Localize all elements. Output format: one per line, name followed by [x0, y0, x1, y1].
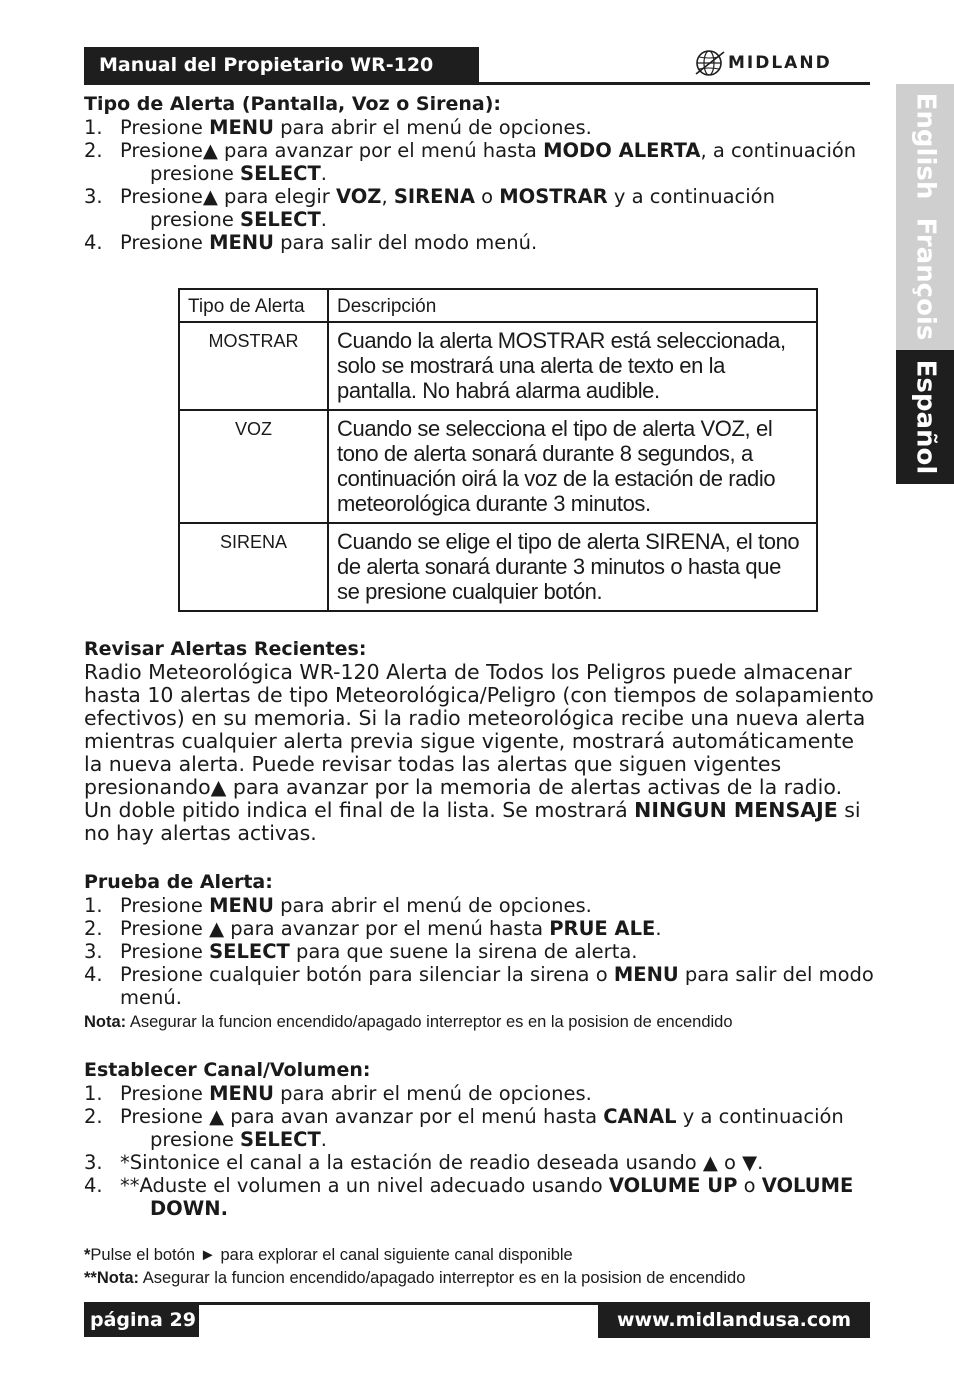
step-text: Presione ▲ para avan avanzar por el menú hasta	[120, 1105, 604, 1128]
key-name: MENU	[209, 116, 274, 139]
list-item	[84, 894, 874, 917]
note-label: Nota:	[84, 1013, 127, 1031]
step-text: o	[737, 1174, 762, 1197]
step-text: para que suene la sirena de alerta.	[289, 940, 638, 963]
footnote-text: Pulse el botón ► para explorar el canal siguiente canal disponible	[90, 1246, 573, 1264]
step-continuation	[120, 208, 874, 231]
step-text: para abrir el menú de opciones.	[273, 894, 592, 917]
channel-volume-steps	[84, 1082, 874, 1220]
step-text: y a continuación	[607, 185, 775, 208]
key-name: PRUE ALE	[549, 917, 656, 940]
footnote	[84, 1267, 874, 1290]
key-name: MENU	[209, 894, 274, 917]
list-item	[84, 139, 874, 185]
footnote	[84, 1244, 874, 1267]
key-name: VOLUME UP	[608, 1174, 738, 1197]
step-text: .	[320, 162, 327, 185]
table-row	[179, 523, 817, 611]
alert-description-cell: Cuando se elige el tipo de alerta SIRENA, el tono de alerta sonará durante 3 minutos o hasta que se presione cualquier botón.	[328, 523, 817, 611]
footnote-text: Asegurar la funcion encendido/apagado interreptor es en la posision de encendido	[139, 1269, 746, 1287]
key-name: DOWN.	[150, 1197, 228, 1220]
step-text: .	[320, 208, 327, 231]
alert-test-note	[84, 1011, 874, 1033]
column-header: Tipo de Alerta	[179, 289, 328, 322]
list-item	[84, 1105, 874, 1151]
alert-type-cell: MOSTRAR	[179, 322, 328, 410]
key-name: MOSTRAR	[499, 185, 608, 208]
list-item	[84, 963, 874, 1009]
step-text: Presione▲ para avanzar por el menú hasta	[120, 139, 544, 162]
footnotes	[84, 1244, 874, 1290]
alert-test-section	[84, 871, 874, 1033]
step-number: 3.	[84, 1151, 103, 1174]
step-number: 4.	[84, 963, 103, 986]
step-text: o	[474, 185, 500, 208]
footnote-mark: *	[84, 1246, 91, 1264]
step-text: para salir del modo menú.	[273, 231, 538, 254]
page-number: página 29	[84, 1302, 199, 1337]
alert-type-cell: VOZ	[179, 410, 328, 523]
step-number: 2.	[84, 139, 103, 162]
step-text: para abrir el menú de opciones.	[273, 1082, 592, 1105]
logo-text: MIDLAND	[728, 53, 832, 73]
body-text: Radio Meteorológica WR-120 Alerta de Todos los Peligros puede almacenar hasta 10 alertas de tipo Meteorológica/Peligro (con tiempos de solapamiento efectivos) en su memoria. Si la radio meteorológica recibe una nueva alerta mientras cualquier alerta previa sigue vigente, mostrará automáticamente la nueva alerta. Puede revisar todas las alertas que siguen vigentes presionando▲ para avanzar por la memoria de alertas activas de la radio. Un doble pitido indica el final de la lista. Se mostrará	[84, 660, 874, 822]
step-text: Presione▲ para elegir	[120, 185, 336, 208]
tab-espanol-label: Español	[910, 359, 940, 475]
list-item	[84, 1174, 874, 1220]
step-text: Presione	[120, 894, 210, 917]
step-number: 1.	[84, 116, 103, 139]
key-name: MENU	[209, 231, 274, 254]
list-item	[84, 116, 874, 139]
alert-type-steps	[84, 116, 874, 254]
header-rule	[84, 82, 870, 85]
tab-francois-label: François	[910, 217, 941, 341]
list-item	[84, 1151, 874, 1174]
step-text: .	[320, 1128, 327, 1151]
step-text: para abrir el menú de opciones.	[273, 116, 592, 139]
step-text: ,	[381, 185, 394, 208]
list-item	[84, 1082, 874, 1105]
alert-description-cell: Cuando se selecciona el tipo de alerta VOZ, el tono de alerta sonará durante 8 segundos, a continuación oirá la voz de la estación de radio meteorológica durante 3 minutos.	[328, 410, 817, 523]
website-link[interactable]: www.midlandusa.com	[598, 1302, 870, 1338]
step-text: **Aduste el volumen a un nivel adecuado usando	[120, 1174, 609, 1197]
key-name: CANAL	[603, 1105, 677, 1128]
midland-logo	[694, 47, 870, 79]
key-name: SELECT	[240, 162, 321, 185]
step-text: Presione ▲ para avanzar por el menú hasta	[120, 917, 550, 940]
step-text: *Sintonice el canal a la estación de readio deseada usando ▲ o ▼.	[120, 1151, 764, 1174]
step-text: Presione	[120, 940, 210, 963]
step-text: Presione	[120, 231, 210, 254]
step-number: 1.	[84, 894, 103, 917]
table-row	[179, 322, 817, 410]
globe-icon	[694, 48, 726, 78]
step-text: para salir del modo menú.	[120, 963, 874, 1009]
step-text: Presione	[120, 1082, 210, 1105]
step-number: 4.	[84, 231, 103, 254]
alert-description-cell: Cuando la alerta MOSTRAR está seleccionada, solo se mostrará una alerta de texto en la pantalla. No habrá alarma audible.	[328, 322, 817, 410]
step-number: 3.	[84, 940, 103, 963]
key-name: VOLUME	[761, 1174, 854, 1197]
key-name: VOZ	[335, 185, 382, 208]
key-name: SELECT	[209, 940, 290, 963]
manual-title-text: Manual del Propietario WR-120	[99, 54, 434, 76]
language-tabs	[896, 84, 954, 484]
step-text: presione	[150, 208, 241, 231]
note-text: Asegurar la funcion encendido/apagado interreptor es en la posision de encendido	[126, 1013, 733, 1031]
table-header-row	[179, 289, 817, 322]
alert-type-table	[178, 288, 818, 612]
step-continuation	[120, 1197, 874, 1220]
table-row	[179, 410, 817, 523]
key-name: MENU	[613, 963, 679, 986]
review-alerts-body	[84, 661, 874, 845]
alert-type-heading: Tipo de Alerta (Pantalla, Voz o Sirena):	[84, 93, 502, 115]
list-item	[84, 940, 874, 963]
channel-volume-section	[84, 1059, 874, 1220]
step-text: , a continuación	[700, 139, 857, 162]
step-number: 4.	[84, 1174, 103, 1197]
tab-espanol[interactable]	[896, 350, 954, 484]
list-item	[84, 185, 874, 231]
tab-francois[interactable]	[896, 208, 954, 350]
key-name: SELECT	[240, 208, 321, 231]
body-text: si no hay alertas activas.	[84, 798, 861, 845]
step-text: Presione	[120, 116, 210, 139]
key-name: SELECT	[240, 1128, 321, 1151]
step-continuation	[120, 162, 874, 185]
tab-english-label: English	[910, 92, 941, 200]
step-number: 2.	[84, 1105, 103, 1128]
key-name: NINGUN MENSAJE	[634, 798, 838, 822]
key-name: MENU	[209, 1082, 274, 1105]
step-text: presione	[150, 1128, 241, 1151]
step-text: Presione cualquier botón para silenciar la sirena o	[120, 963, 614, 986]
step-continuation	[120, 1128, 874, 1151]
tab-english[interactable]	[896, 84, 954, 208]
review-alerts-heading: Revisar Alertas Recientes:	[84, 638, 367, 660]
alert-type-cell: SIRENA	[179, 523, 328, 611]
step-text: presione	[150, 162, 241, 185]
alert-test-heading: Prueba de Alerta:	[84, 871, 273, 893]
list-item	[84, 917, 874, 940]
channel-volume-heading: Establecer Canal/Volumen:	[84, 1059, 371, 1081]
footnote-mark: **Nota:	[84, 1269, 140, 1287]
manual-title	[84, 47, 479, 83]
page-content	[84, 93, 874, 1290]
step-number: 1.	[84, 1082, 103, 1105]
step-text: .	[655, 917, 662, 940]
step-number: 2.	[84, 917, 103, 940]
step-text: y a continuación	[676, 1105, 844, 1128]
key-name: MODO ALERTA	[543, 139, 701, 162]
column-header: Descripción	[328, 289, 817, 322]
step-number: 3.	[84, 185, 103, 208]
alert-test-steps	[84, 894, 874, 1009]
list-item	[84, 231, 874, 254]
key-name: SIRENA	[393, 185, 475, 208]
review-alerts-section	[84, 638, 874, 845]
